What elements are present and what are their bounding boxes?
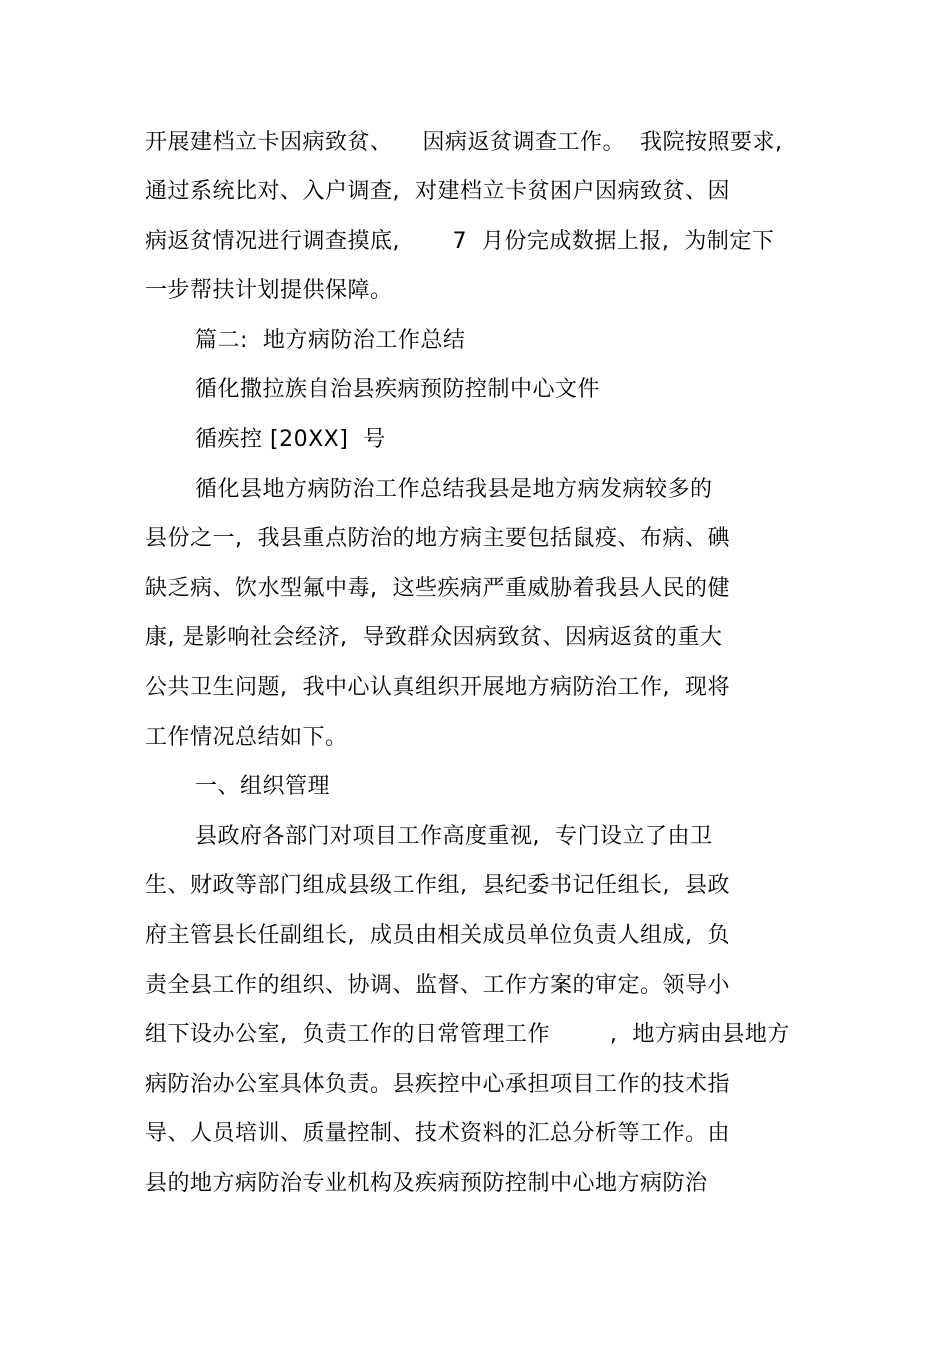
text-line-18: 责全县工作的组织、协调、监督、工作方案的审定。领导小 bbox=[145, 973, 731, 998]
text-line-2: 通过系统比对、入户调查, 对建档立卡贫困户因病致贫、因 bbox=[145, 179, 730, 204]
text-line-9: 县份之一, 我县重点防治的地方病主要包括鼠疫、布病、碘 bbox=[145, 526, 730, 551]
text-line-8: 循化县地方病防治工作总结我县是地方病发病较多的 bbox=[195, 477, 713, 502]
document-issuer: 循化撒拉族自治县疾病预防控制中心文件 bbox=[195, 377, 601, 402]
text-line-13: 工作情况总结如下。 bbox=[145, 725, 348, 750]
text-line-15: 县政府各部门对项目工作高度重视, 专门设立了由卫 bbox=[195, 824, 713, 849]
text-line-20: 病防治办公室具体负责。县疾控中心承担项目工作的技术指 bbox=[145, 1072, 731, 1097]
text-line-10: 缺乏病、饮水型氟中毒, 这些疾病严重威胁着我县人民的健 bbox=[145, 576, 730, 601]
section-heading-part-two: 篇二: 地方病防治工作总结 bbox=[195, 328, 466, 353]
text-line-17: 府主管县长任副组长, 成员由相关成员单位负责人组成, 负 bbox=[145, 923, 730, 948]
text-line-11: 康, 是影响社会经济, 导致群众因病致贫、因病返贫的重大 bbox=[145, 625, 723, 650]
document-number: 循疾控 [20XX] 号 bbox=[195, 427, 386, 452]
text-line-3: 病返贫情况进行调查摸底, 7 月份完成数据上报, 为制定下 bbox=[145, 229, 775, 254]
text-line-19: 组下设办公室, 负责工作的日常管理工作 , 地方病由县地方 bbox=[145, 1022, 790, 1047]
text-line-12: 公共卫生问题, 我中心认真组织开展地方病防治工作, 现将 bbox=[145, 675, 730, 700]
text-line-16: 生、财政等部门组成县级工作组, 县纪委书记任组长, 县政 bbox=[145, 873, 730, 898]
text-line-4: 一步帮扶计划提供保障。 bbox=[145, 278, 393, 303]
section-heading-organization: 一、组织管理 bbox=[195, 774, 331, 799]
text-line-1: 开展建档立卡因病致贫、 因病返贫调查工作。 我院按照要求, bbox=[145, 130, 783, 155]
text-line-21: 导、人员培训、质量控制、技术资料的汇总分析等工作。由 bbox=[145, 1121, 731, 1146]
text-line-22: 县的地方病防治专业机构及疾病预防控制中心地方病防治 bbox=[145, 1171, 708, 1196]
